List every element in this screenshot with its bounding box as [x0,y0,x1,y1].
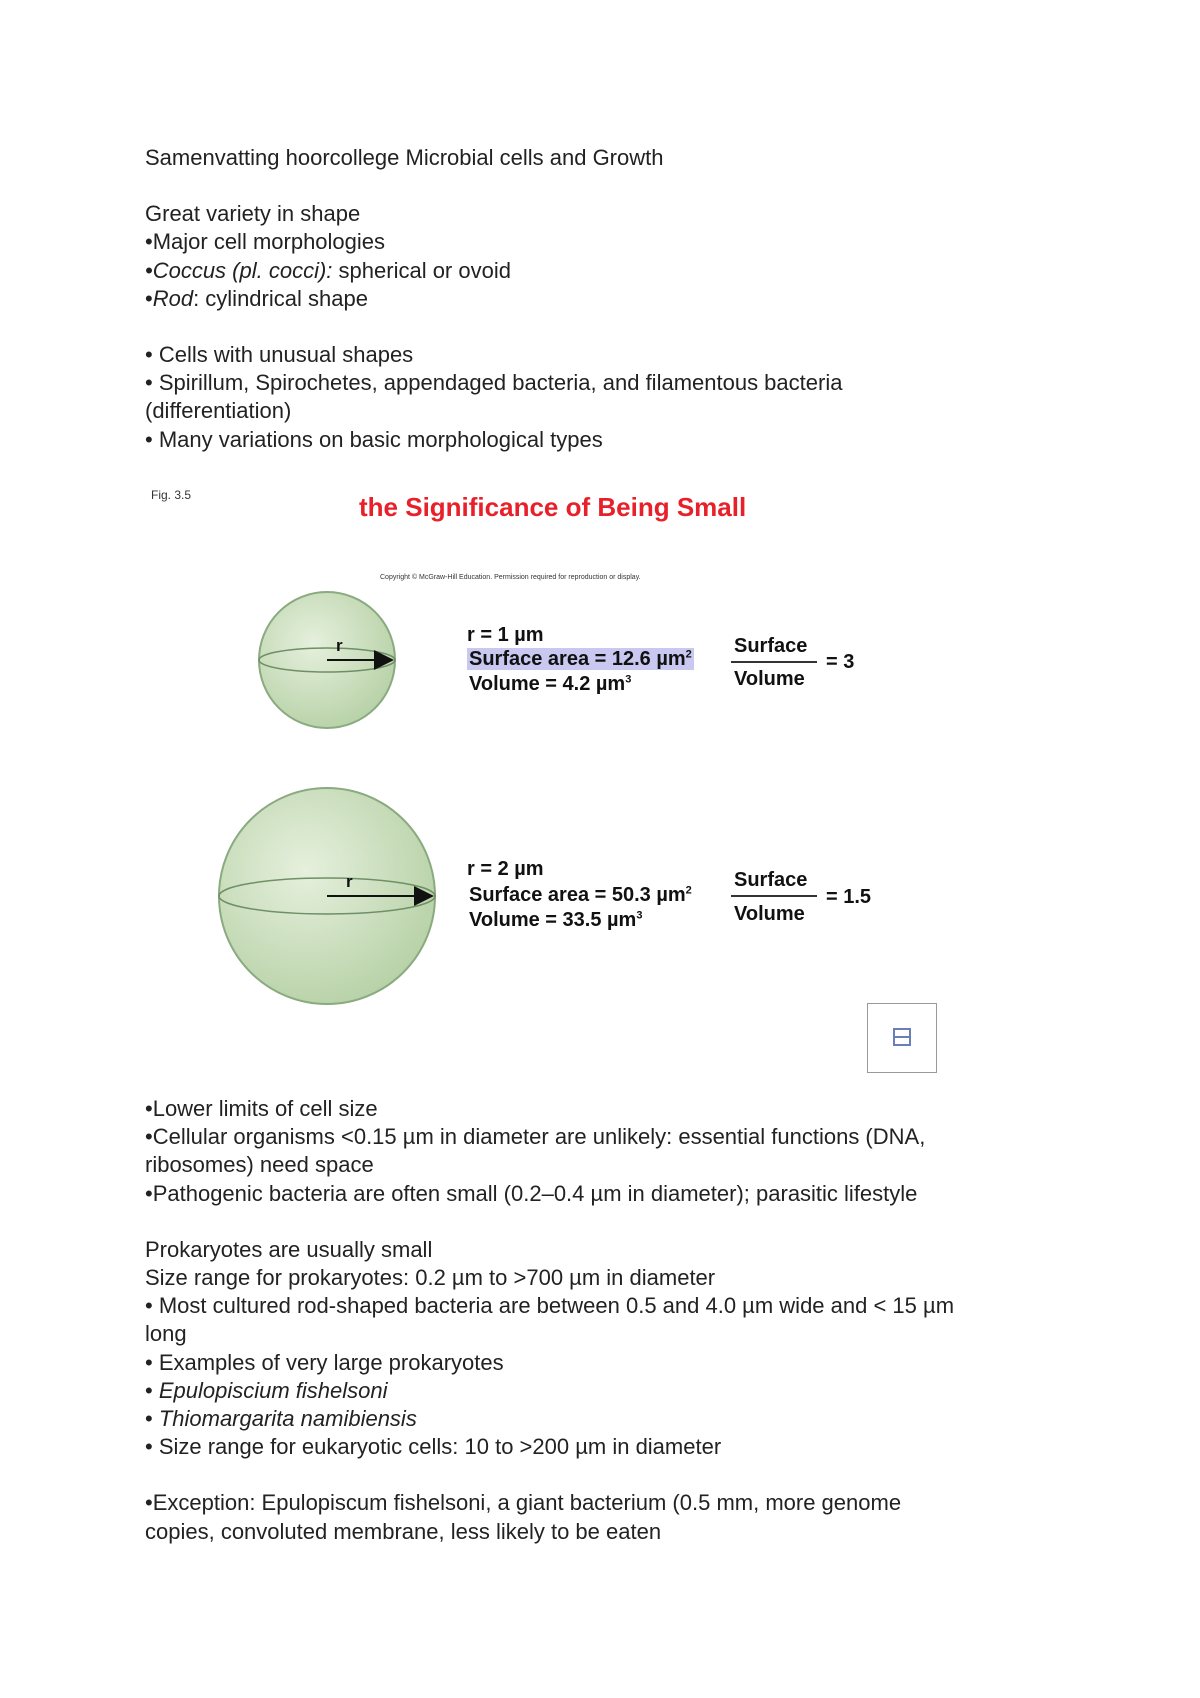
species-name: Thiomargarita namibiensis [158,1406,417,1432]
small-surface-area-text: Surface area = 12.6 µm [469,648,686,670]
list-item-text: spherical or ovoid [332,257,511,283]
body-text-block [145,1095,1085,1546]
list-item-continuation: (differentiation) [145,398,292,424]
large-surface-area-text: Surface area = 50.3 µm [469,884,686,906]
radius-label: r [346,872,353,891]
bullet: • [145,285,153,311]
large-surface-area [469,884,692,907]
list-item: Size range for prokaryotes: 0.2 µm to >700 µm in diameter [145,1265,716,1291]
list-item-continuation: long [145,1321,187,1347]
exponent: 2 [685,648,692,661]
list-item: • Cells with unusual shapes [145,342,414,368]
italic-term: Rod [152,285,194,311]
list-item: •Major cell morphologies [145,229,386,255]
list-item: • Spirillum, Spirochetes, appendaged bacteria, and filamentous bacteria [145,370,843,396]
figure-label: Fig. 3.5 [151,488,192,502]
ratio-numerator: Surface [734,635,808,657]
ratio-value: = 1.5 [826,886,872,908]
list-item: •Exception: Epulopiscum fishelsoni, a giant bacterium (0.5 mm, more genome [145,1490,902,1516]
bullet: • [145,1406,159,1432]
large-volume [469,909,642,932]
section-heading-shape: Great variety in shape [145,201,361,227]
small-volume-text: Volume = 4.2 µm [469,673,626,695]
small-volume [469,673,631,696]
embedded-object-button[interactable] [867,1003,937,1073]
fraction-line [731,895,817,897]
exponent: 3 [625,673,632,686]
embedded-object-icon [893,1028,911,1046]
figure-title: the Significance of Being Small [359,492,747,522]
bullet: • [145,1377,159,1403]
section-heading-prokaryotes: Prokaryotes are usually small [145,1236,433,1262]
list-item [145,1405,1085,1433]
list-item [145,1377,1085,1405]
italic-term: •Coccus (pl. cocci): [145,257,333,283]
list-item: •Pathogenic bacteria are often small (0.2–0.4 µm in diameter); parasitic lifestyle [145,1180,918,1206]
list-item-continuation: copies, convoluted membrane, less likely to be eaten [145,1518,662,1544]
list-item: •Lower limits of cell size [145,1096,378,1121]
list-item: • Examples of very large prokaryotes [145,1349,504,1375]
fraction-line [731,661,817,663]
list-item-continuation: ribosomes) need space [145,1152,374,1178]
radius-label: r [336,636,343,655]
document-title: Samenvatting hoorcollege Microbial cells and Growth [145,145,664,170]
list-item: •Cellular organisms <0.15 µm in diameter are unlikely: essential functions (DNA, [145,1124,926,1150]
list-item-text: : cylindrical shape [193,285,368,311]
exponent: 3 [636,909,643,922]
list-item: • Most cultured rod-shaped bacteria are between 0.5 and 4.0 µm wide and < 15 µm [145,1293,955,1319]
list-item: • Many variations on basic morphological types [145,426,603,452]
figure-copyright: Copyright © McGraw-Hill Education. Permission required for reproduction or display. [380,574,641,581]
large-sphere [219,788,435,1004]
ratio-value: = 3 [826,651,855,673]
large-volume-text: Volume = 33.5 µm [469,909,637,931]
species-name: Epulopiscium fishelsoni [158,1377,388,1403]
small-sphere [259,592,395,728]
large-radius: r = 2 µm [467,858,544,880]
exponent: 2 [685,884,692,897]
ratio-denominator: Volume [734,668,805,690]
ratio-numerator: Surface [734,869,808,891]
list-item: • Size range for eukaryotic cells: 10 to >200 µm in diameter [145,1434,722,1460]
small-radius: r = 1 µm [467,624,544,646]
ratio-denominator: Volume [734,903,805,925]
small-surface-area [467,648,694,671]
